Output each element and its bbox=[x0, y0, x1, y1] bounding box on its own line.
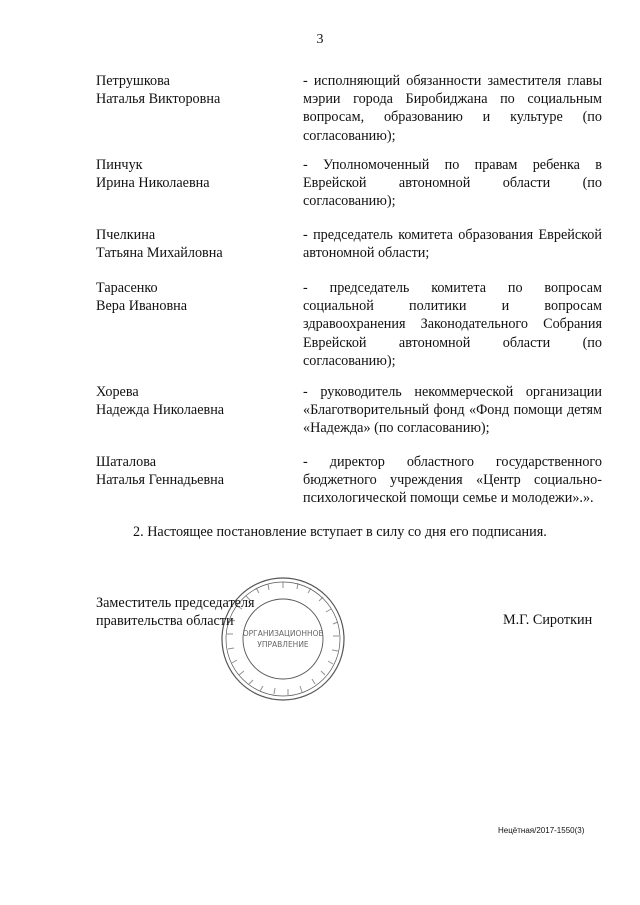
member-name bbox=[96, 226, 286, 262]
member-name bbox=[96, 383, 286, 419]
signatory-title-line-1: Заместитель председателя bbox=[96, 595, 255, 611]
member-given-names: Наталья Викторовна bbox=[96, 91, 221, 108]
member-surname: Тарасенко bbox=[96, 280, 158, 296]
member-role: - председатель комитета образования Еврейской автономной области; bbox=[303, 227, 602, 262]
member-name bbox=[96, 72, 286, 108]
page-number: 3 bbox=[316, 32, 324, 47]
member-given-names: Надежда Николаевна bbox=[96, 402, 225, 419]
member-surname: Пинчук bbox=[96, 157, 143, 173]
member-role: - директор областного государственного бюджетного учреждения «Центр социально-психологической помощи семье и молодежи».». bbox=[303, 454, 602, 507]
member-given-names: Наталья Геннадьевна bbox=[96, 472, 225, 489]
stamp-inner-line-1: ОРГАНИЗАЦИОННОЕ bbox=[242, 629, 324, 638]
signatory-name: М.Г. Сироткин bbox=[503, 612, 593, 628]
stamp-inner-line-2: УПРАВЛЕНИЕ bbox=[257, 640, 309, 649]
member-given-names: Ирина Николаевна bbox=[96, 175, 210, 192]
signatory-title-line-2: правительства области bbox=[96, 613, 234, 630]
member-name bbox=[96, 453, 286, 489]
document-code: Нецётная/2017-1550(3) bbox=[498, 826, 585, 835]
member-name bbox=[96, 156, 286, 192]
member-given-names: Татьяна Михайловна bbox=[96, 245, 223, 262]
member-name bbox=[96, 279, 286, 315]
member-surname: Шаталова bbox=[96, 454, 157, 470]
member-surname: Пчелкина bbox=[96, 227, 156, 243]
member-role: - руководитель некоммерческой организации «Благотворительный фонд «Фонд помощи детям «Надежда» (по согласованию); bbox=[303, 384, 602, 437]
signatory-title bbox=[96, 594, 255, 630]
clause-2-text: 2. Настоящее постановление вступает в силу со дня его подписания. bbox=[133, 524, 547, 540]
member-role: - председатель комитета по вопросам социальной политики и вопросам здравоохранения Законодательного Собрания Еврейской автономной области (по согласованию); bbox=[303, 280, 602, 369]
member-surname: Петрушкова bbox=[96, 73, 170, 89]
member-role: - исполняющий обязанности заместителя главы мэрии города Биробиджана по социальным вопросам, образованию и культуре (по согласованию); bbox=[303, 73, 602, 144]
member-surname: Хорева bbox=[96, 384, 139, 400]
member-role: - Уполномоченный по правам ребенка в Еврейской автономной области (по согласованию); bbox=[303, 157, 602, 210]
member-given-names: Вера Ивановна bbox=[96, 298, 188, 315]
